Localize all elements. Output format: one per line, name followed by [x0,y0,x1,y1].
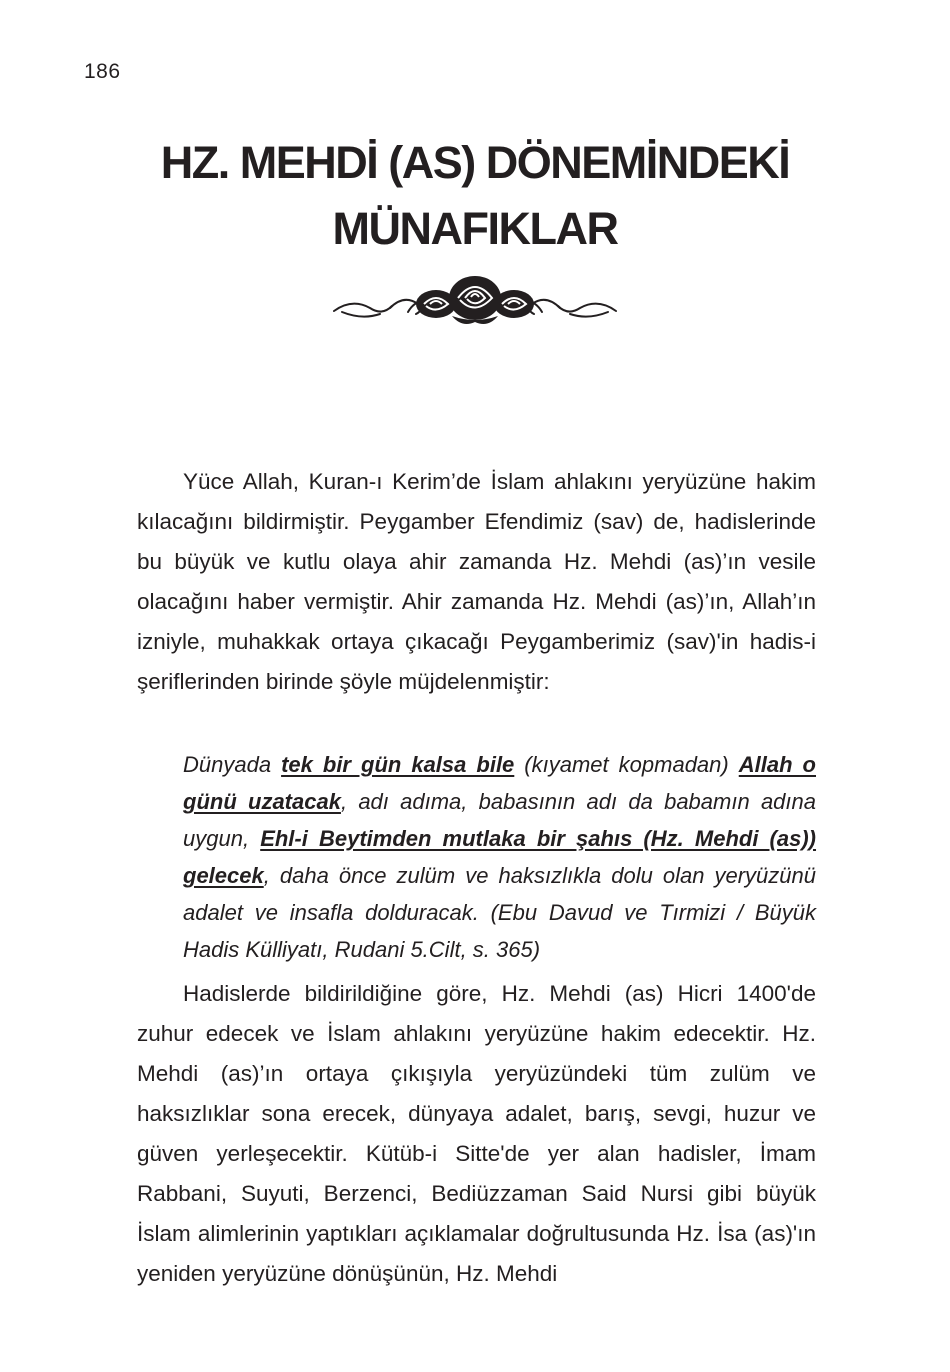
chapter-title-line-1: HZ. MEHDİ (AS) DÖNEMİNDEKİ [160,137,790,188]
rose-flourish-ornament-icon [312,268,638,338]
intro-paragraph: Yüce Allah, Kuran-ı Kerim’de İslam ahlakını yeryüzüne hakim kılacağını bildirmiştir. Peygamber Efendimiz (sav) de, hadislerinde bu büyük ve kutlu olaya ahir zamanda Hz. Mehdi (as)’ın vesile olacağını haber vermiştir. Ahir zamanda Hz. Mehdi (as)’ın, Allah’ın izniyle, muhakkak ortaya çıkacağı Peygamberimiz (sav)'in hadis-i şeriflerinden birinde şöyle müjdelenmiştir: [137,469,816,694]
quote-text-1: Dünyada [183,752,282,777]
quote-emphasis-3: Ehl-i Beytimden mutlaka bir şahıs (Hz. Mehdi (as)) gelecek [183,826,817,888]
chapter-title-line-2: MÜNAFIKLAR [332,203,618,254]
quote-text-3: , adı adıma, babasının adı da babamın adına uygun, [183,789,816,851]
second-paragraph: Hadislerde bildirildiğine göre, Hz. Mehdi (as) Hicri 1400'de zuhur edecek ve İslam ahlakını yeryüzüne hakim edecektir. Hz. Mehdi (as)’ın ortaya çıkışıyla yeryüzündeki tüm zulüm ve haksızlıklar sona erecek, dünyaya adalet, barış, sevgi, huzur ve güven yerleşecektir. Kütüb-i Sitte'de yer alan hadisler, İmam Rabbani, Suyuti, Berzenci, Bediüzzaman Said Nursi gibi büyük İslam alimlerinin yaptıkları açıklamalar doğrultusunda Hz. İsa (as)'ın yeniden yeryüzüne dönüşünün, Hz. Mehdi [137,981,816,1286]
quote-text-2: (kıyamet kopmadan) [514,752,739,777]
quote-emphasis-1: tek bir gün kalsa bile [281,752,515,777]
chapter-title [0,130,950,262]
hadith-quote [183,746,816,968]
quote-text-4: , daha önce zulüm ve haksızlıkla dolu olan yeryüzünü adalet ve insafla dolduracak. (Ebu Davud ve Tırmizi / Büyük Hadis Külliyatı, Rudani 5.Cilt, s. 365) [183,863,816,962]
quote-emphasis-2: Allah o günü uzatacak [183,752,816,814]
page-number: 186 [84,60,121,83]
